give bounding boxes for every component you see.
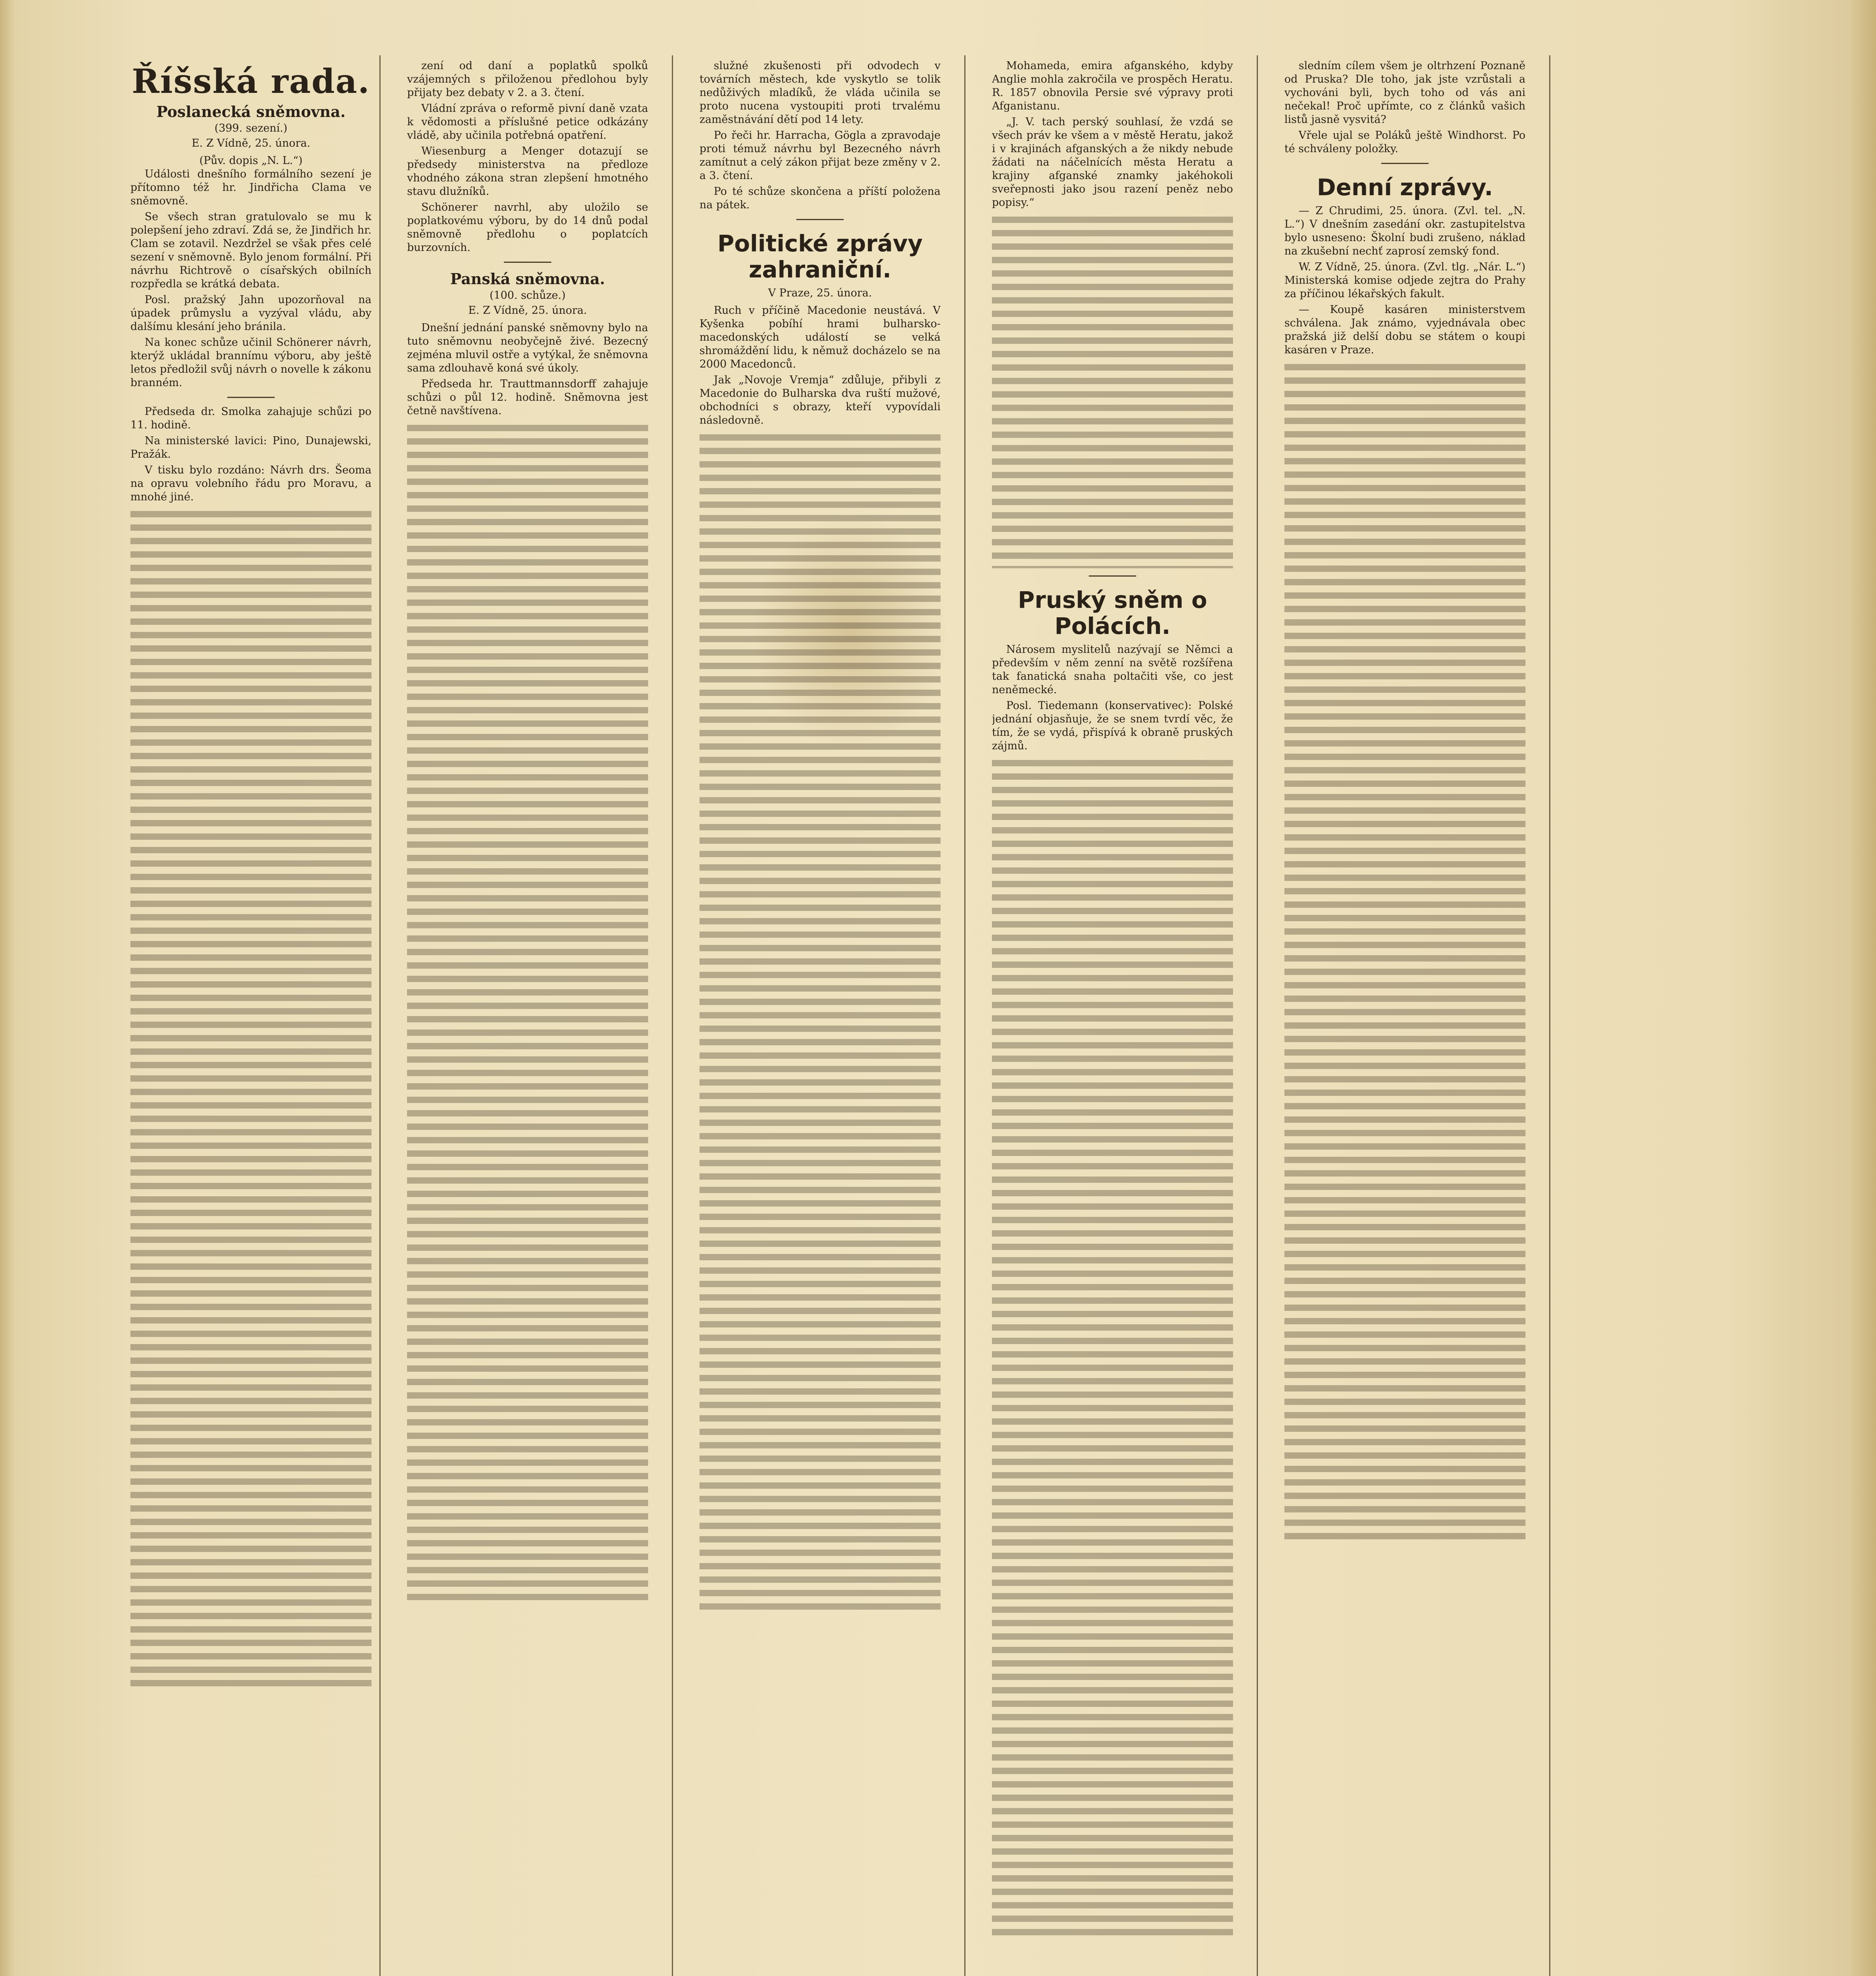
section-subtitle: Poslanecká sněmovna. xyxy=(156,103,346,121)
article-paragraph: zení od daní a poplatků spolků vzájemných s přiloženou předlohou byly přijaty bez debaty v 2. a 3. čtení. xyxy=(407,60,648,99)
article-paragraph: Události dnešního formálního sezení je přítomno též hr. Jindřicha Clama ve sněmovně. xyxy=(130,168,371,207)
article-paragraph: sledním cílem všem je oltrhzení Poznaně od Pruska? Dle toho, jak jste vzrůstali a vychováni byli, bych toho od vás ani nečekal! Proč upřímte, co z článků vašich listů jasně vysvitá? xyxy=(1284,60,1525,126)
article-paragraph: Ruch v příčině Macedonie neustává. V Kyšenka pobíhí hrami bulharsko-macedonských událostí se velká shromáždění lidu, k němuž docházelo se na 2000 Macedonců. xyxy=(699,304,941,370)
divider xyxy=(1381,163,1429,164)
source-note: (Pův. dopis „N. L.“) xyxy=(199,155,303,167)
article-paragraph: — Koupě kasáren ministerstvem schválena. Jak známo, vyjednávala obec pražská již delší dobu se státem o koupi kasáren v Praze. xyxy=(1284,304,1525,356)
section-title: Denní zprávy. xyxy=(1317,174,1493,201)
article-paragraph: Předseda dr. Smolka zahajuje schůzi po 11. hodině. xyxy=(130,405,371,431)
article-paragraph: Vládní zpráva o reformě pivní daně vzata k vědomosti a příslušné petice odkázány vládě, aby učinila potřebná opatření. xyxy=(407,102,648,141)
article-paragraph: Předseda hr. Trauttmannsdorff zahajuje schůzi o půl 12. hodině. Sněmovna jest četně navštívena. xyxy=(407,378,648,417)
section-title: Pruský sněm o Polácích. xyxy=(1018,586,1207,639)
article-paragraph: W. Z Vídně, 25. února. (Zvl. tlg. „Nár. L.“) Ministerská komise odjede zejtra do Prahy za příčinou lékařských fakult. xyxy=(1284,261,1525,300)
column-5 xyxy=(1284,59,1525,1976)
article-paragraph: Na ministerské lavici: Pino, Dunajewski, Pražák. xyxy=(130,435,371,460)
column-rule xyxy=(1549,55,1550,1976)
dateline: E. Z Vídně, 25. února. xyxy=(468,304,587,317)
page-edge-right xyxy=(1848,0,1876,1976)
article-paragraph: služné zkušenosti při odvodech v továrních městech, kde vyskytlo se tolik nedůživých mladíků, že vláda učinila se proto nucena vystoupiti proti trvalému zaměstnávání dětí pod 14 lety. xyxy=(699,60,941,126)
session-number: (100. schůze.) xyxy=(489,289,566,302)
dateline: E. Z Vídně, 25. února. xyxy=(191,137,311,149)
body-text-block xyxy=(992,213,1233,568)
article-paragraph: „J. V. tach perský souhlasí, že vzdá se všech práv ke všem a v městě Heratu, jakož i v krajinách afganských a že nikdy nebude žádati na náčelnících města Heratu a krajiny afganské znamky jakéhokoli sveřepnosti jako jsou razení peněz nebo popisy.“ xyxy=(992,116,1233,209)
article-paragraph: V tisku bylo rozdáno: Návrh drs. Šeoma na opravu volebního řádu pro Moravu, a mnohé jiné. xyxy=(130,464,371,503)
column-rule xyxy=(379,55,381,1976)
section-title: Panská sněmovna. xyxy=(450,270,605,288)
divider xyxy=(504,262,551,263)
article-paragraph: Jak „Novoje Vremja“ zdůluje, přibyli z Macedonie do Bulharska dva ruští mužové, obchodníci s obrazy, kteří vypovídali následovně. xyxy=(699,374,941,426)
article-paragraph: Se všech stran gratulovalo se mu k polepšení jeho zdraví. Zdá se, že Jindřich hr. Clam se zotavil. Nezdržel se však přes celé sezení v sněmovně. Bylo jenom formální. Při návrhu Richtrově o císařských obilních rozpředla se krátká debata. xyxy=(130,211,371,290)
body-text-block xyxy=(1284,360,1525,1546)
column-1 xyxy=(130,59,371,1976)
section-title: Politické zprávy zahraniční. xyxy=(717,230,923,283)
divider xyxy=(1089,575,1136,577)
column-3 xyxy=(699,59,941,1976)
body-text-block xyxy=(992,756,1233,1942)
divider xyxy=(796,219,844,220)
body-text-block xyxy=(699,430,941,1616)
article-paragraph: Posl. pražský Jahn upozorňoval na úpadek průmyslu a vyzýval vládu, aby dalšímu klesání jeho bránila. xyxy=(130,294,371,333)
masthead-title: Říšská rada. xyxy=(132,62,370,101)
article-paragraph: Po řeči hr. Harracha, Gögla a zpravodaje proti témuž návrhu byl Bezecného návrh zamítnut a celý zákon přijat beze změny v 2. a 3. čtení. xyxy=(699,129,941,182)
body-text-block xyxy=(130,507,371,1693)
column-rule xyxy=(1257,55,1258,1976)
divider xyxy=(227,397,275,398)
column-4 xyxy=(992,59,1233,1976)
column-rule xyxy=(672,55,673,1976)
page-edge-left xyxy=(0,0,16,1976)
body-text-block xyxy=(407,421,648,1606)
article-paragraph: Mohameda, emira afganského, kdyby Anglie mohla zakročila ve prospěch Heratu. R. 1857 obnovila Persie své výpravy proti Afganistanu. xyxy=(992,60,1233,112)
column-2 xyxy=(407,59,648,1976)
article-paragraph: Wiesenburg a Menger dotazují se předsedy ministerstva na předloze vhodného zákona stran zlepšení hmotného stavu dlužníků. xyxy=(407,145,648,198)
article-paragraph: Po té schůze skončena a příští položena na pátek. xyxy=(699,185,941,211)
dateline: V Praze, 25. února. xyxy=(768,287,872,299)
article-paragraph: — Z Chrudimi, 25. února. (Zvl. tel. „N. L.“) V dnešním zasedání okr. zastupitelstva bylo usneseno: Školní budi zrušeno, náklad na zkušební nechť zaprosí zemský fond. xyxy=(1284,205,1525,257)
article-paragraph: Dnešní jednání panské sněmovny bylo na tuto sněmovnu neobyčejně živé. Bezecný zejména mluvil ostře a vytýkal, že sněmovna sama zdlouhavě koná své úkoly. xyxy=(407,322,648,374)
article-paragraph: Vřele ujal se Poláků ještě Windhorst. Po té schváleny položky. xyxy=(1284,129,1525,155)
article-paragraph: Na konec schůze učinil Schönerer návrh, kterýž ukládal brannímu výboru, aby ještě letos předložil svůj návrh o novelle k zákonu branném. xyxy=(130,336,371,389)
article-paragraph: Schönerer navrhl, aby uložilo se poplatkovému výboru, by do 14 dnů podal sněmovně předlohu o poplatcích burzovních. xyxy=(407,201,648,254)
column-rule xyxy=(964,55,965,1976)
article-paragraph: Posl. Tiedemann (konservativec): Polské jednání objasňuje, že se snem tvrdí věc, že tím, že se vydá, přispívá k obraně pruských zájmů. xyxy=(992,700,1233,752)
article-paragraph: Nárosem myslitelů nazývají se Němci a především v něm zenní na světě rozšířena tak fanatická snaha poltačiti vše, co jest neněmecké. xyxy=(992,643,1233,696)
session-number: (399. sezení.) xyxy=(214,122,288,134)
